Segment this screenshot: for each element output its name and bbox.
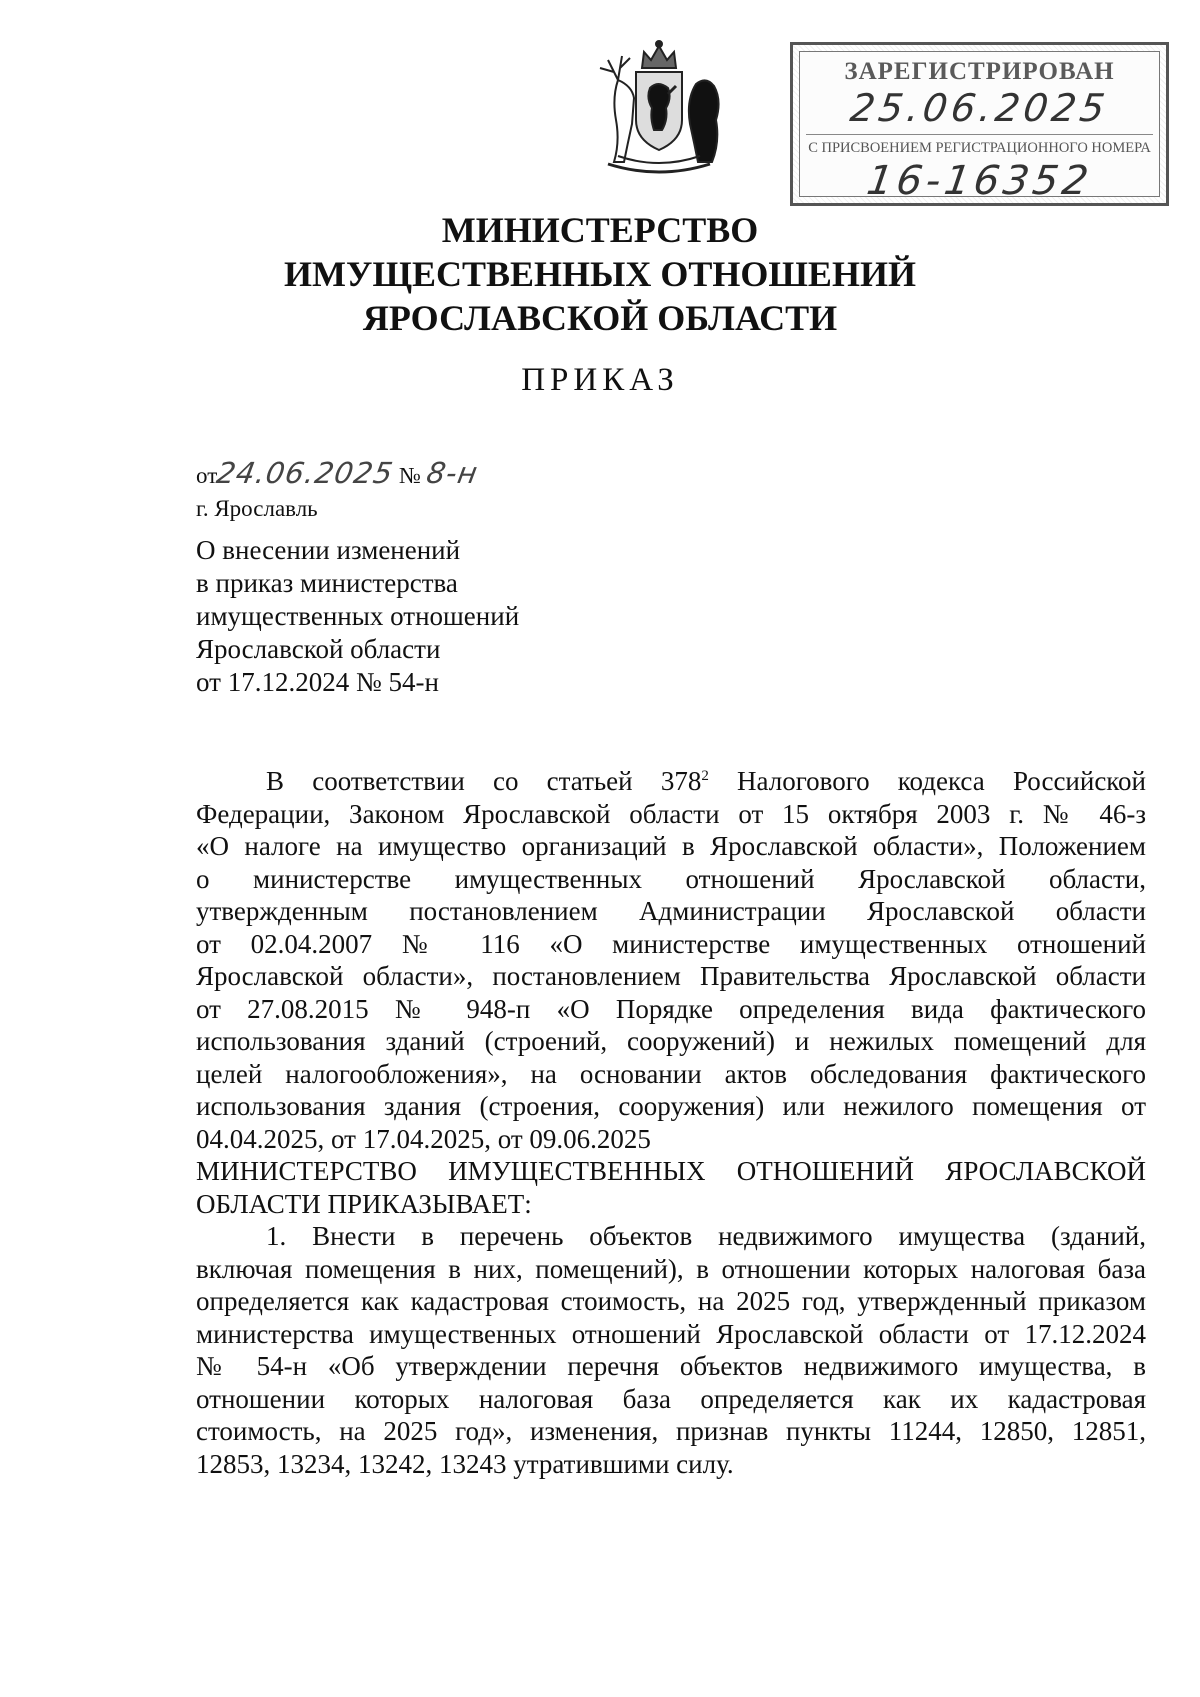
subject-line: в приказ министерства	[196, 568, 458, 598]
body-line: 12853, 13234, 13242, 13243 утратившими силу.	[196, 1448, 734, 1479]
body-line: целей налогообложения», на основании актов обследования фактического	[196, 1058, 1146, 1089]
order-number-label: №	[399, 463, 421, 488]
body-line: от 02.04.2007 № 116 «О министерстве имущественных отношений	[196, 928, 1146, 959]
subject-line: имущественных отношений	[196, 601, 520, 631]
body-line: использования здания (строения, сооружения) или нежилого помещения от	[196, 1091, 1146, 1121]
body-text-span: В соответствии со статьей 378	[266, 766, 702, 796]
body-line: № 54-н «Об утверждении перечня объектов недвижимого имущества, в	[196, 1351, 1146, 1381]
stamp-registration-number: 16-16352	[863, 158, 1096, 204]
order-from-label: от	[196, 463, 218, 488]
body-line	[196, 765, 1146, 798]
document-type: ПРИКАЗ	[521, 362, 679, 398]
body-line: использования зданий (строений, сооружений) и нежилых помещений для	[196, 1026, 1146, 1056]
body-line: «О налоге на имущество организаций в Ярославской области», Положением	[196, 831, 1146, 861]
body-line: включая помещения в них, помещений), в отношении которых налоговая база	[196, 1253, 1146, 1284]
article-superscript: 2	[701, 768, 709, 784]
body-line: министерства имущественных отношений Ярославской области от 17.12.2024	[196, 1318, 1146, 1349]
stamp-subtitle: С ПРИСВОЕНИЕМ РЕГИСТРАЦИОННОГО НОМЕРА	[808, 140, 1151, 156]
decree-line: ОБЛАСТИ ПРИКАЗЫВАЕТ:	[196, 1188, 532, 1219]
decree-line: МИНИСТЕРСТВО ИМУЩЕСТВЕННЫХ ОТНОШЕНИЙ ЯРОСЛАВСКОЙ	[196, 1156, 1146, 1186]
body-line: о министерстве имущественных отношений Ярославской области,	[196, 863, 1146, 894]
coat-of-arms-emblem	[578, 38, 740, 180]
stamp-divider	[806, 134, 1153, 135]
ministry-title-line-1: МИНИСТЕРСТВО	[441, 210, 759, 250]
stamp-title: ЗАРЕГИСТРИРОВАН	[844, 58, 1115, 85]
subject-line: от 17.12.2024 № 54-н	[196, 667, 439, 697]
order-city: г. Ярославль	[196, 496, 318, 521]
subject-line: Ярославской области	[196, 634, 441, 664]
body-line: Ярославской области», постановлением Правительства Ярославской области	[196, 961, 1146, 991]
body-line: 04.04.2025, от 17.04.2025, от 09.06.2025	[196, 1123, 651, 1154]
body-text-span: Налогового кодекса Российской	[708, 766, 1146, 796]
body-line: от 27.08.2015 № 948-п «О Порядке определения вида фактического	[196, 993, 1146, 1024]
subject-line: О внесении изменений	[196, 535, 461, 565]
body-line: Федерации, Законом Ярославской области от 15 октября 2003 г. № 46-з	[196, 798, 1146, 829]
order-date-number	[196, 456, 481, 491]
ministry-title-line-3: ЯРОСЛАВСКОЙ ОБЛАСТИ	[362, 298, 838, 338]
body-line: определяется как кадастровая стоимость, на 2025 год, утвержденный приказом	[196, 1286, 1146, 1316]
ministry-title-line-2: ИМУЩЕСТВЕННЫХ ОТНОШЕНИЙ	[284, 254, 916, 294]
registration-stamp	[790, 42, 1169, 206]
body-line: утвержденным постановлением Администрации Ярославской области	[196, 896, 1146, 926]
order-subject	[196, 534, 519, 699]
body-line: 1. Внести в перечень объектов недвижимого имущества (зданий,	[266, 1221, 1146, 1251]
order-date: 24.06.2025	[214, 456, 397, 490]
order-number: 8-н	[423, 456, 481, 490]
stamp-registration-date: 25.06.2025	[847, 86, 1112, 130]
order-body	[196, 765, 1146, 1480]
body-line: стоимость, на 2025 год», изменения, признав пункты 11244, 12850, 12851,	[196, 1416, 1146, 1446]
body-line: отношении которых налоговая база определяется как их кадастровая	[196, 1383, 1146, 1414]
